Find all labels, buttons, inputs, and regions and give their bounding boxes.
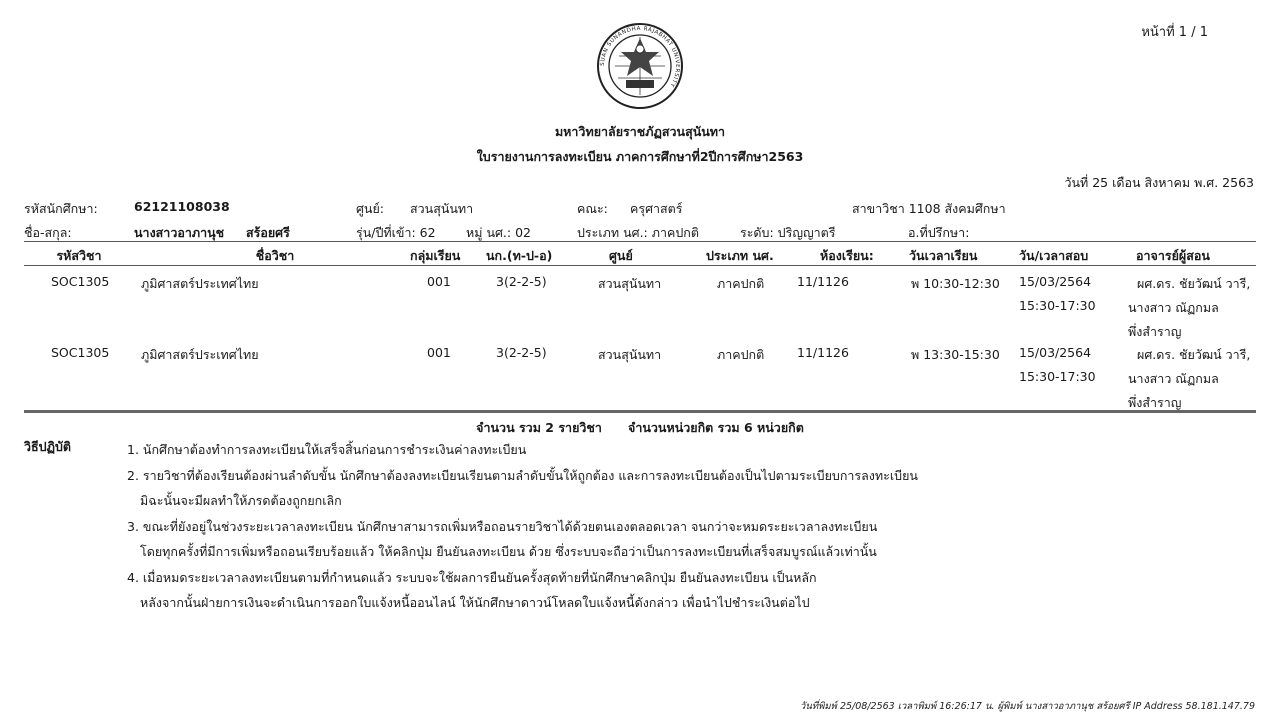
col-header-exam: วัน/เวลาสอบ — [1019, 248, 1089, 263]
teacher-name: ผศ.ดร. ชัยวัฒน์ วารี, — [1137, 347, 1251, 362]
notes-list — [127, 437, 1027, 616]
student-surname: สร้อยศรี — [246, 225, 290, 240]
exam-date: 15/03/2564 — [1019, 345, 1092, 360]
teacher-name: ผศ.ดร. ชัยวัฒน์ วารี, — [1137, 276, 1251, 291]
col-header-name: ชื่อวิชา — [255, 248, 295, 263]
course-code: SOC1305 — [51, 274, 110, 289]
note-line: 2. รายวิชาที่ต้องเรียนต้องผ่านลำดับขั้น นักศึกษาต้องลงทะเบียนเรียนตามลำดับขั้นให้ถูกต้อง และการลงทะเบียนต้องเป็นไปตามระเบียบการลงทะเบียน — [127, 468, 918, 483]
course-room: 11/1126 — [797, 274, 849, 289]
student-name: นางสาวอาภานุช — [134, 225, 225, 240]
note-item — [127, 463, 1027, 513]
note-line-continued: โดยทุกครั้งที่มีการเพิ่มหรือถอนเรียบร้อยแล้ว ให้คลิกปุ่ม ยืนยันลงทะเบียน ด้วย ซึ่งระบบจะถือว่าเป็นการลงทะเบียนที่เสร็จสมบูรณ์แล้วเท่านั้น — [140, 544, 877, 559]
course-center: สวนสุนันทา — [598, 276, 662, 291]
summary-text: จำนวน รวม 2 รายวิชา จำนวนหน่วยกิต รวม 6 หน่วยกิต — [476, 420, 804, 435]
student-id-label: รหัสนักศึกษา: — [24, 201, 98, 216]
course-section: 001 — [427, 345, 451, 360]
faculty-value: ครุศาสตร์ — [630, 201, 683, 216]
course-code: SOC1305 — [51, 345, 110, 360]
teacher-name: นางสาว ณัฏกมล — [1128, 300, 1219, 315]
col-header-center: ศูนย์ — [609, 248, 633, 263]
table-top-rule — [24, 241, 1256, 242]
note-line: 4. เมื่อหมดระยะเวลาลงทะเบียนตามที่กำหนดแล้ว ระบบจะใช้ผลการยืนยันครั้งสุดท้ายที่นักศึกษาคลิกปุ่ม ยืนยันลงทะเบียน เป็นหลัก — [127, 570, 817, 585]
university-seal-logo — [596, 22, 684, 110]
course-credit: 3(2-2-5) — [496, 274, 547, 289]
teacher-name: พึ่งสำราญ — [1128, 395, 1182, 410]
print-footer: วันที่พิมพ์ 25/08/2563 เวลาพิมพ์ 16:26:17 น. ผู้พิมพ์ นางสาวอาภานุช สร้อยศรี IP Address 58.181.147.79 — [800, 701, 1255, 712]
note-line: 3. ขณะที่ยังอยู่ในช่วงระยะเวลาลงทะเบียน นักศึกษาสามารถเพิ่มหรือถอนรายวิชาได้ด้วยตนเองตลอดเวลา จนกว่าจะหมดระยะเวลาลงทะเบียน — [127, 519, 878, 534]
course-room: 11/1126 — [797, 345, 849, 360]
table-bottom-rule — [24, 410, 1256, 413]
course-center: สวนสุนันทา — [598, 347, 662, 362]
name-label: ชื่อ-สกุล: — [24, 225, 72, 240]
course-credit: 3(2-2-5) — [496, 345, 547, 360]
teacher-name: พึ่งสำราญ — [1128, 324, 1182, 339]
course-name: ภูมิศาสตร์ประเทศไทย — [141, 276, 259, 291]
student-type-text: ประเภท นศ.: ภาคปกติ — [577, 225, 699, 240]
course-time: พ 13:30-15:30 — [911, 347, 1000, 362]
course-time: พ 10:30-12:30 — [911, 276, 1000, 291]
center-value: สวนสุนันทา — [410, 201, 474, 216]
col-header-time: วันเวลาเรียน — [909, 248, 978, 263]
exam-time: 15:30-17:30 — [1019, 369, 1096, 384]
note-line: 1. นักศึกษาต้องทำการลงทะเบียนให้เสร็จสิ้นก่อนการชำระเงินค่าลงทะเบียน — [127, 442, 527, 457]
university-name: มหาวิทยาลัยราชภัฏสวนสุนันทา — [554, 124, 726, 139]
table-header-rule — [24, 265, 1256, 266]
svg-text:SUAN SUNANDHA RAJABHAT UNIVERS: SUAN SUNANDHA RAJABHAT UNIVERSITY — [599, 25, 681, 89]
note-item — [127, 514, 1027, 564]
report-date: วันที่ 25 เดือน สิงหาคม พ.ศ. 2563 — [1064, 175, 1254, 190]
major-text: สาขาวิชา 1108 สังคมศึกษา — [852, 201, 1006, 216]
course-student-type: ภาคปกติ — [717, 347, 765, 362]
report-title: ใบรายงานการลงทะเบียน ภาคการศึกษาที่2ปีการศึกษา2563 — [476, 149, 804, 164]
course-section: 001 — [427, 274, 451, 289]
note-item — [127, 565, 1027, 615]
student-id-value: 62121108038 — [134, 199, 230, 214]
group-text: หมู่ นศ.: 02 — [466, 225, 531, 240]
level-text: ระดับ: ปริญญาตรี — [740, 225, 836, 240]
col-header-room: ห้องเรียน: — [820, 248, 874, 263]
advisor-text: อ.ที่ปรึกษา: — [908, 225, 970, 240]
course-name: ภูมิศาสตร์ประเทศไทย — [141, 347, 259, 362]
note-line-continued: หลังจากนั้นฝ่ายการเงินจะดำเนินการออกใบแจ้งหนี้ออนไลน์ ให้นักศึกษาดาวน์โหลดใบแจ้งหนี้ดังกล่าว เพื่อนำไปชำระเงินต่อไป — [140, 595, 810, 610]
col-header-section: กลุ่มเรียน — [410, 248, 461, 263]
exam-date: 15/03/2564 — [1019, 274, 1092, 289]
course-student-type: ภาคปกติ — [717, 276, 765, 291]
col-header-type: ประเภท นศ. — [706, 248, 774, 263]
teacher-name: นางสาว ณัฏกมล — [1128, 371, 1219, 386]
cohort-text: รุ่น/ปีที่เข้า: 62 — [356, 225, 436, 240]
note-item — [127, 437, 1027, 462]
note-line-continued: มิฉะนั้นจะมีผลทำให้ภรดต้องถูกยกเลิก — [140, 493, 342, 508]
col-header-credit: นก.(ท-ป-อ) — [486, 248, 553, 263]
faculty-label: คณะ: — [577, 201, 608, 216]
notes-heading: วิธีปฏิบัติ — [24, 439, 72, 454]
page-number: หน้าที่ 1 / 1 — [1141, 25, 1208, 40]
col-header-code: รหัสวิชา — [56, 248, 102, 263]
exam-time: 15:30-17:30 — [1019, 298, 1096, 313]
center-label: ศูนย์: — [356, 201, 385, 216]
col-header-teacher: อาจารย์ผู้สอน — [1136, 248, 1210, 263]
